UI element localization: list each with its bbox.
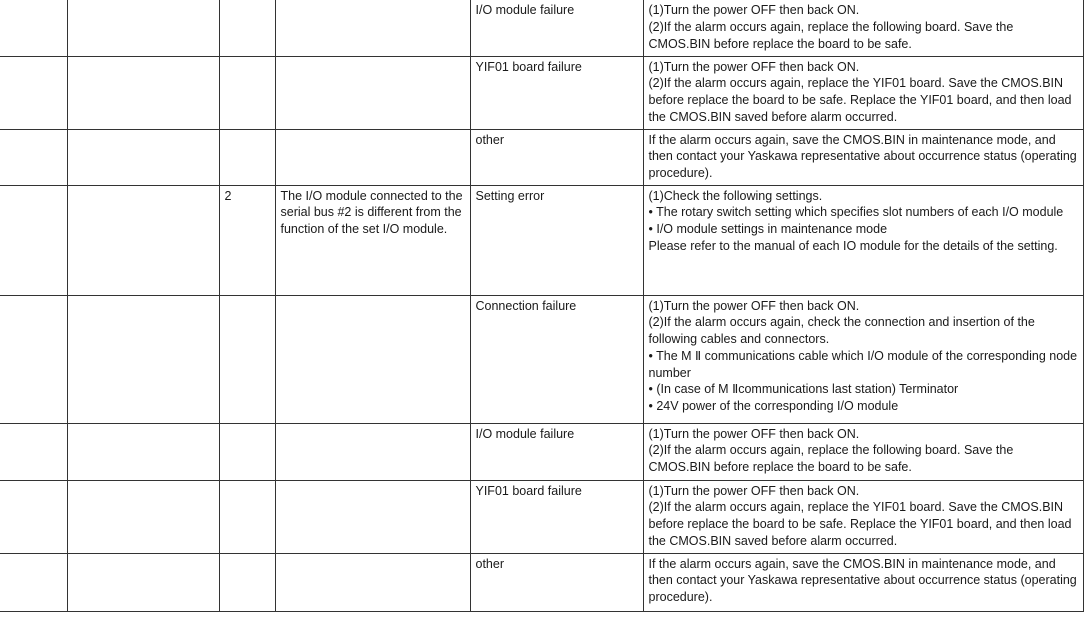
cell-description bbox=[275, 553, 470, 611]
cell-cause: YIF01 board failure bbox=[470, 56, 643, 129]
cell-col1 bbox=[0, 56, 67, 129]
table-row bbox=[0, 480, 1083, 553]
cell-col2 bbox=[67, 129, 219, 185]
cell-cause: other bbox=[470, 129, 643, 185]
cell-col1 bbox=[0, 185, 67, 295]
cell-col1 bbox=[0, 0, 67, 56]
cell-description bbox=[275, 0, 470, 56]
cell-col1 bbox=[0, 553, 67, 611]
cell-remedy: (1)Turn the power OFF then back ON. (2)If the alarm occurs again, replace the following board. Save the CMOS.BIN before replace the board to be safe. bbox=[643, 0, 1083, 56]
cell-remedy: (1)Turn the power OFF then back ON. (2)If the alarm occurs again, replace the following board. Save the CMOS.BIN before replace the board to be safe. bbox=[643, 423, 1083, 480]
cell-col1 bbox=[0, 295, 67, 423]
cell-sub-code bbox=[219, 423, 275, 480]
cell-remedy: If the alarm occurs again, save the CMOS.BIN in maintenance mode, and then contact your Yaskawa representative about occurrence status (operating procedure). bbox=[643, 129, 1083, 185]
cell-cause: I/O module failure bbox=[470, 423, 643, 480]
cell-remedy: (1)Turn the power OFF then back ON. (2)If the alarm occurs again, replace the YIF01 board. Save the CMOS.BIN before replace the board to be safe. Replace the YIF01 board, and then load the CMOS.BIN saved before alarm occurred. bbox=[643, 56, 1083, 129]
cell-cause: Connection failure bbox=[470, 295, 643, 423]
cell-description: The I/O module connected to the serial bus #2 is different from the function of the set I/O module. bbox=[275, 185, 470, 295]
cell-cause: Setting error bbox=[470, 185, 643, 295]
cell-col2 bbox=[67, 295, 219, 423]
cell-sub-code bbox=[219, 553, 275, 611]
cell-col2 bbox=[67, 56, 219, 129]
cell-col2 bbox=[67, 0, 219, 56]
table-row bbox=[0, 56, 1083, 129]
cell-description bbox=[275, 129, 470, 185]
cell-sub-code bbox=[219, 295, 275, 423]
cell-sub-code bbox=[219, 480, 275, 553]
cell-remedy: If the alarm occurs again, save the CMOS.BIN in maintenance mode, and then contact your Yaskawa representative about occurrence status (operating procedure). bbox=[643, 553, 1083, 611]
table-row bbox=[0, 185, 1083, 295]
cell-cause: I/O module failure bbox=[470, 0, 643, 56]
table-row bbox=[0, 295, 1083, 423]
cell-col1 bbox=[0, 129, 67, 185]
table-row bbox=[0, 0, 1083, 56]
table-row bbox=[0, 129, 1083, 185]
cell-col1 bbox=[0, 423, 67, 480]
cell-col2 bbox=[67, 185, 219, 295]
table-row bbox=[0, 553, 1083, 611]
cell-description bbox=[275, 56, 470, 129]
cell-description bbox=[275, 480, 470, 553]
cell-sub-code bbox=[219, 0, 275, 56]
cell-cause: YIF01 board failure bbox=[470, 480, 643, 553]
cell-description bbox=[275, 295, 470, 423]
cell-description bbox=[275, 423, 470, 480]
cell-sub-code bbox=[219, 129, 275, 185]
cell-sub-code bbox=[219, 56, 275, 129]
cell-cause: other bbox=[470, 553, 643, 611]
cell-col1 bbox=[0, 480, 67, 553]
cell-remedy: (1)Turn the power OFF then back ON. (2)If the alarm occurs again, replace the YIF01 board. Save the CMOS.BIN before replace the board to be safe. Replace the YIF01 board, and then load the CMOS.BIN saved before alarm occurred. bbox=[643, 480, 1083, 553]
table-row bbox=[0, 423, 1083, 480]
cell-col2 bbox=[67, 553, 219, 611]
cell-remedy: (1)Check the following settings. • The rotary switch setting which specifies slot numbers of each I/O module • I/O module settings in maintenance mode Please refer to the manual of each IO module for the details of the setting. bbox=[643, 185, 1083, 295]
cell-remedy: (1)Turn the power OFF then back ON. (2)If the alarm occurs again, check the connection and insertion of the following cables and connectors. • The M Ⅱ communications cable which I/O module of the corresponding node number • (In case of M Ⅱcommunications last station) Terminator • 24V power of the corresponding I/O module bbox=[643, 295, 1083, 423]
cell-sub-code: 2 bbox=[219, 185, 275, 295]
cell-col2 bbox=[67, 480, 219, 553]
cell-col2 bbox=[67, 423, 219, 480]
